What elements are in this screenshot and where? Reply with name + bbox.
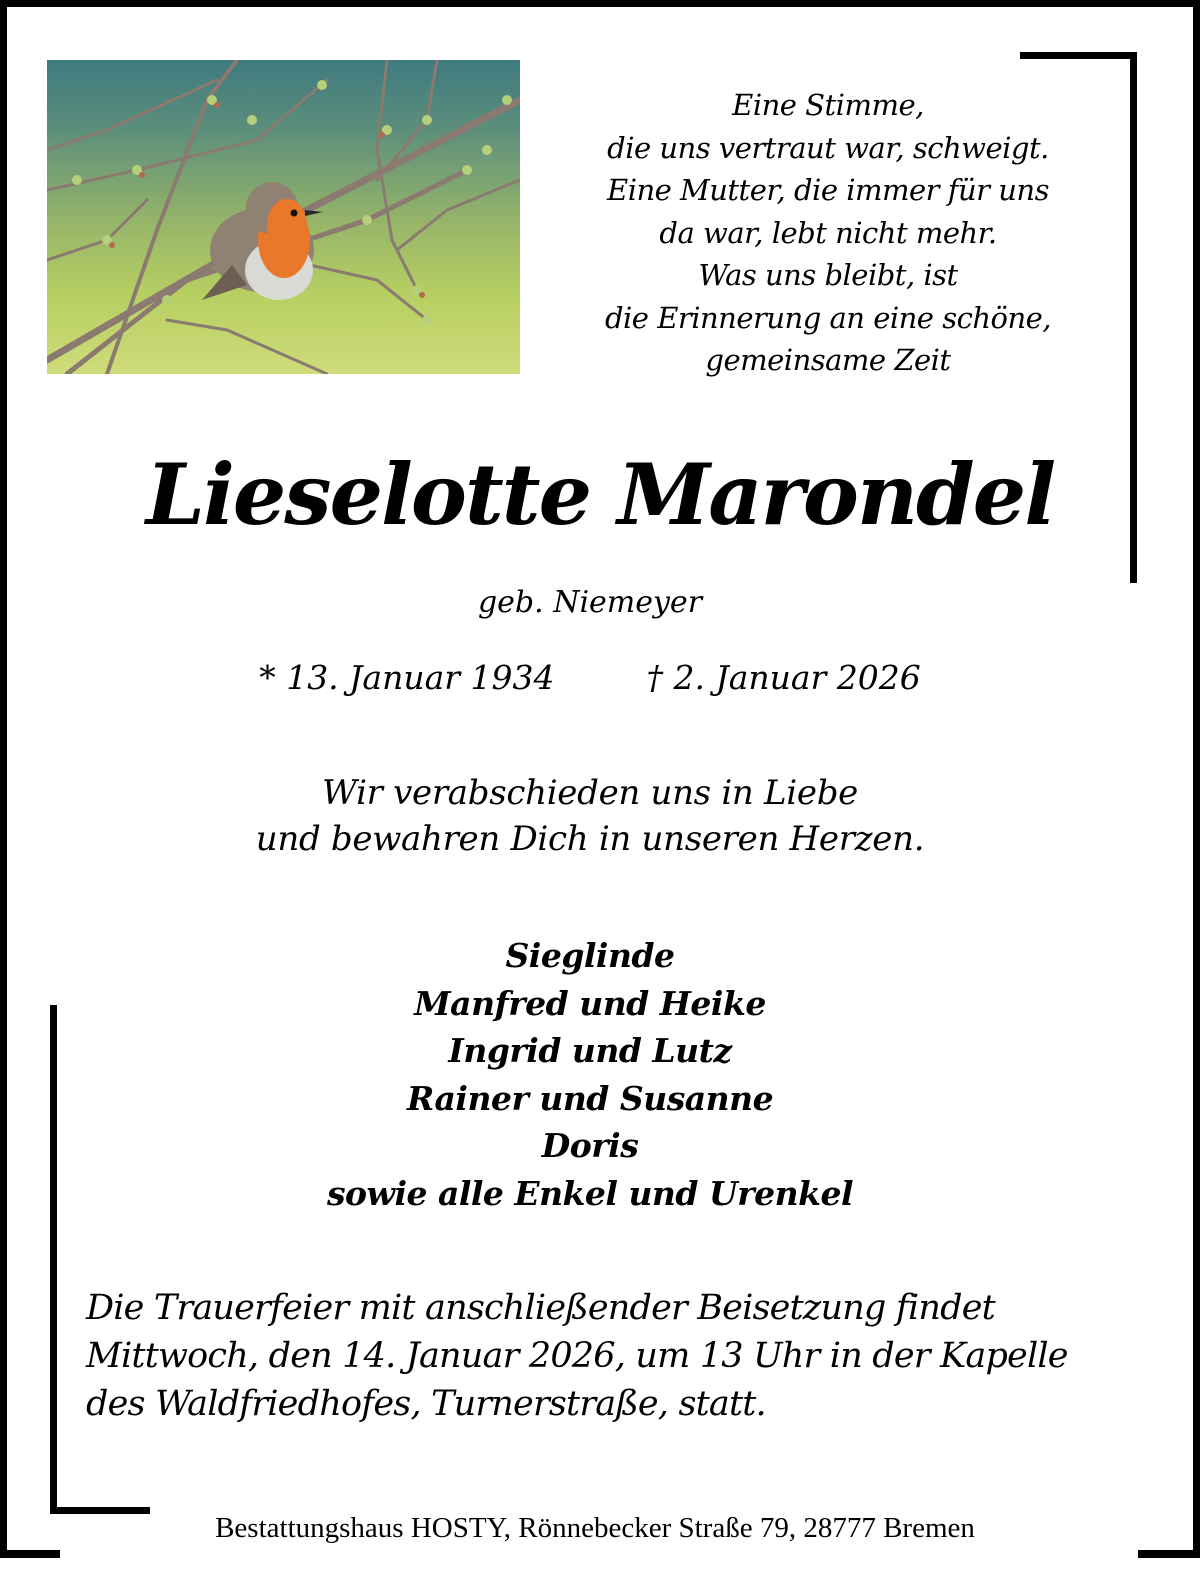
mourner: Ingrid und Lutz [448,1031,732,1070]
frame-top [0,0,1200,7]
mourner: Sieglinde [505,936,675,975]
frame-bottom-right-stub [1138,1550,1200,1558]
verse-line: Eine Stimme, [732,88,924,122]
death-date: † 2. Januar 2026 [646,658,921,697]
funeral-home-footer: Bestattungshaus HOSTY, Rönnebecker Straße 79, 28777 Bremen [215,1512,975,1544]
service-line: Mittwoch, den 14. Januar 2026, um 13 Uhr in der Kapelle [86,1336,1068,1376]
frame-right [1193,0,1200,1558]
robin-photo [47,60,520,374]
bracket-top-right-horizontal [1020,52,1137,59]
mourner: Doris [541,1126,639,1165]
farewell-text [0,770,1180,862]
verse-line: Was uns bleibt, ist [698,258,958,292]
verse-line: da war, lebt nicht mehr. [659,215,997,250]
memorial-verse [548,84,1108,382]
mourner: Manfred und Heike [414,983,766,1023]
maiden-name: geb. Niemeyer [477,585,703,620]
service-line: des Waldfriedhofes, Turnerstraße, statt. [86,1384,766,1424]
mourner: sowie alle Enkel und Urenkel [326,1173,854,1213]
life-dates [0,656,1180,700]
deceased-name: Lieselotte Marondel [145,445,1055,544]
verse-line: gemeinsame Zeit [705,343,951,377]
birth-date: * 13. Januar 1934 [259,658,555,697]
farewell-line: und bewahren Dich in unseren Herzen. [255,819,925,859]
mourner: Rainer und Susanne [406,1078,774,1118]
verse-line: die uns vertraut war, schweigt. [607,130,1049,165]
funeral-service-info [86,1284,1146,1428]
farewell-line: Wir verabschieden uns in Liebe [322,773,858,813]
service-line: Die Trauerfeier mit anschließender Beisetzung findet [86,1288,995,1328]
mourners-list [0,932,1180,1217]
frame-bottom-left-stub [0,1550,60,1558]
verse-line: Eine Mutter, die immer für uns [607,173,1049,207]
robin-illustration [47,60,520,374]
verse-line: die Erinnerung an eine schöne, [604,300,1052,335]
